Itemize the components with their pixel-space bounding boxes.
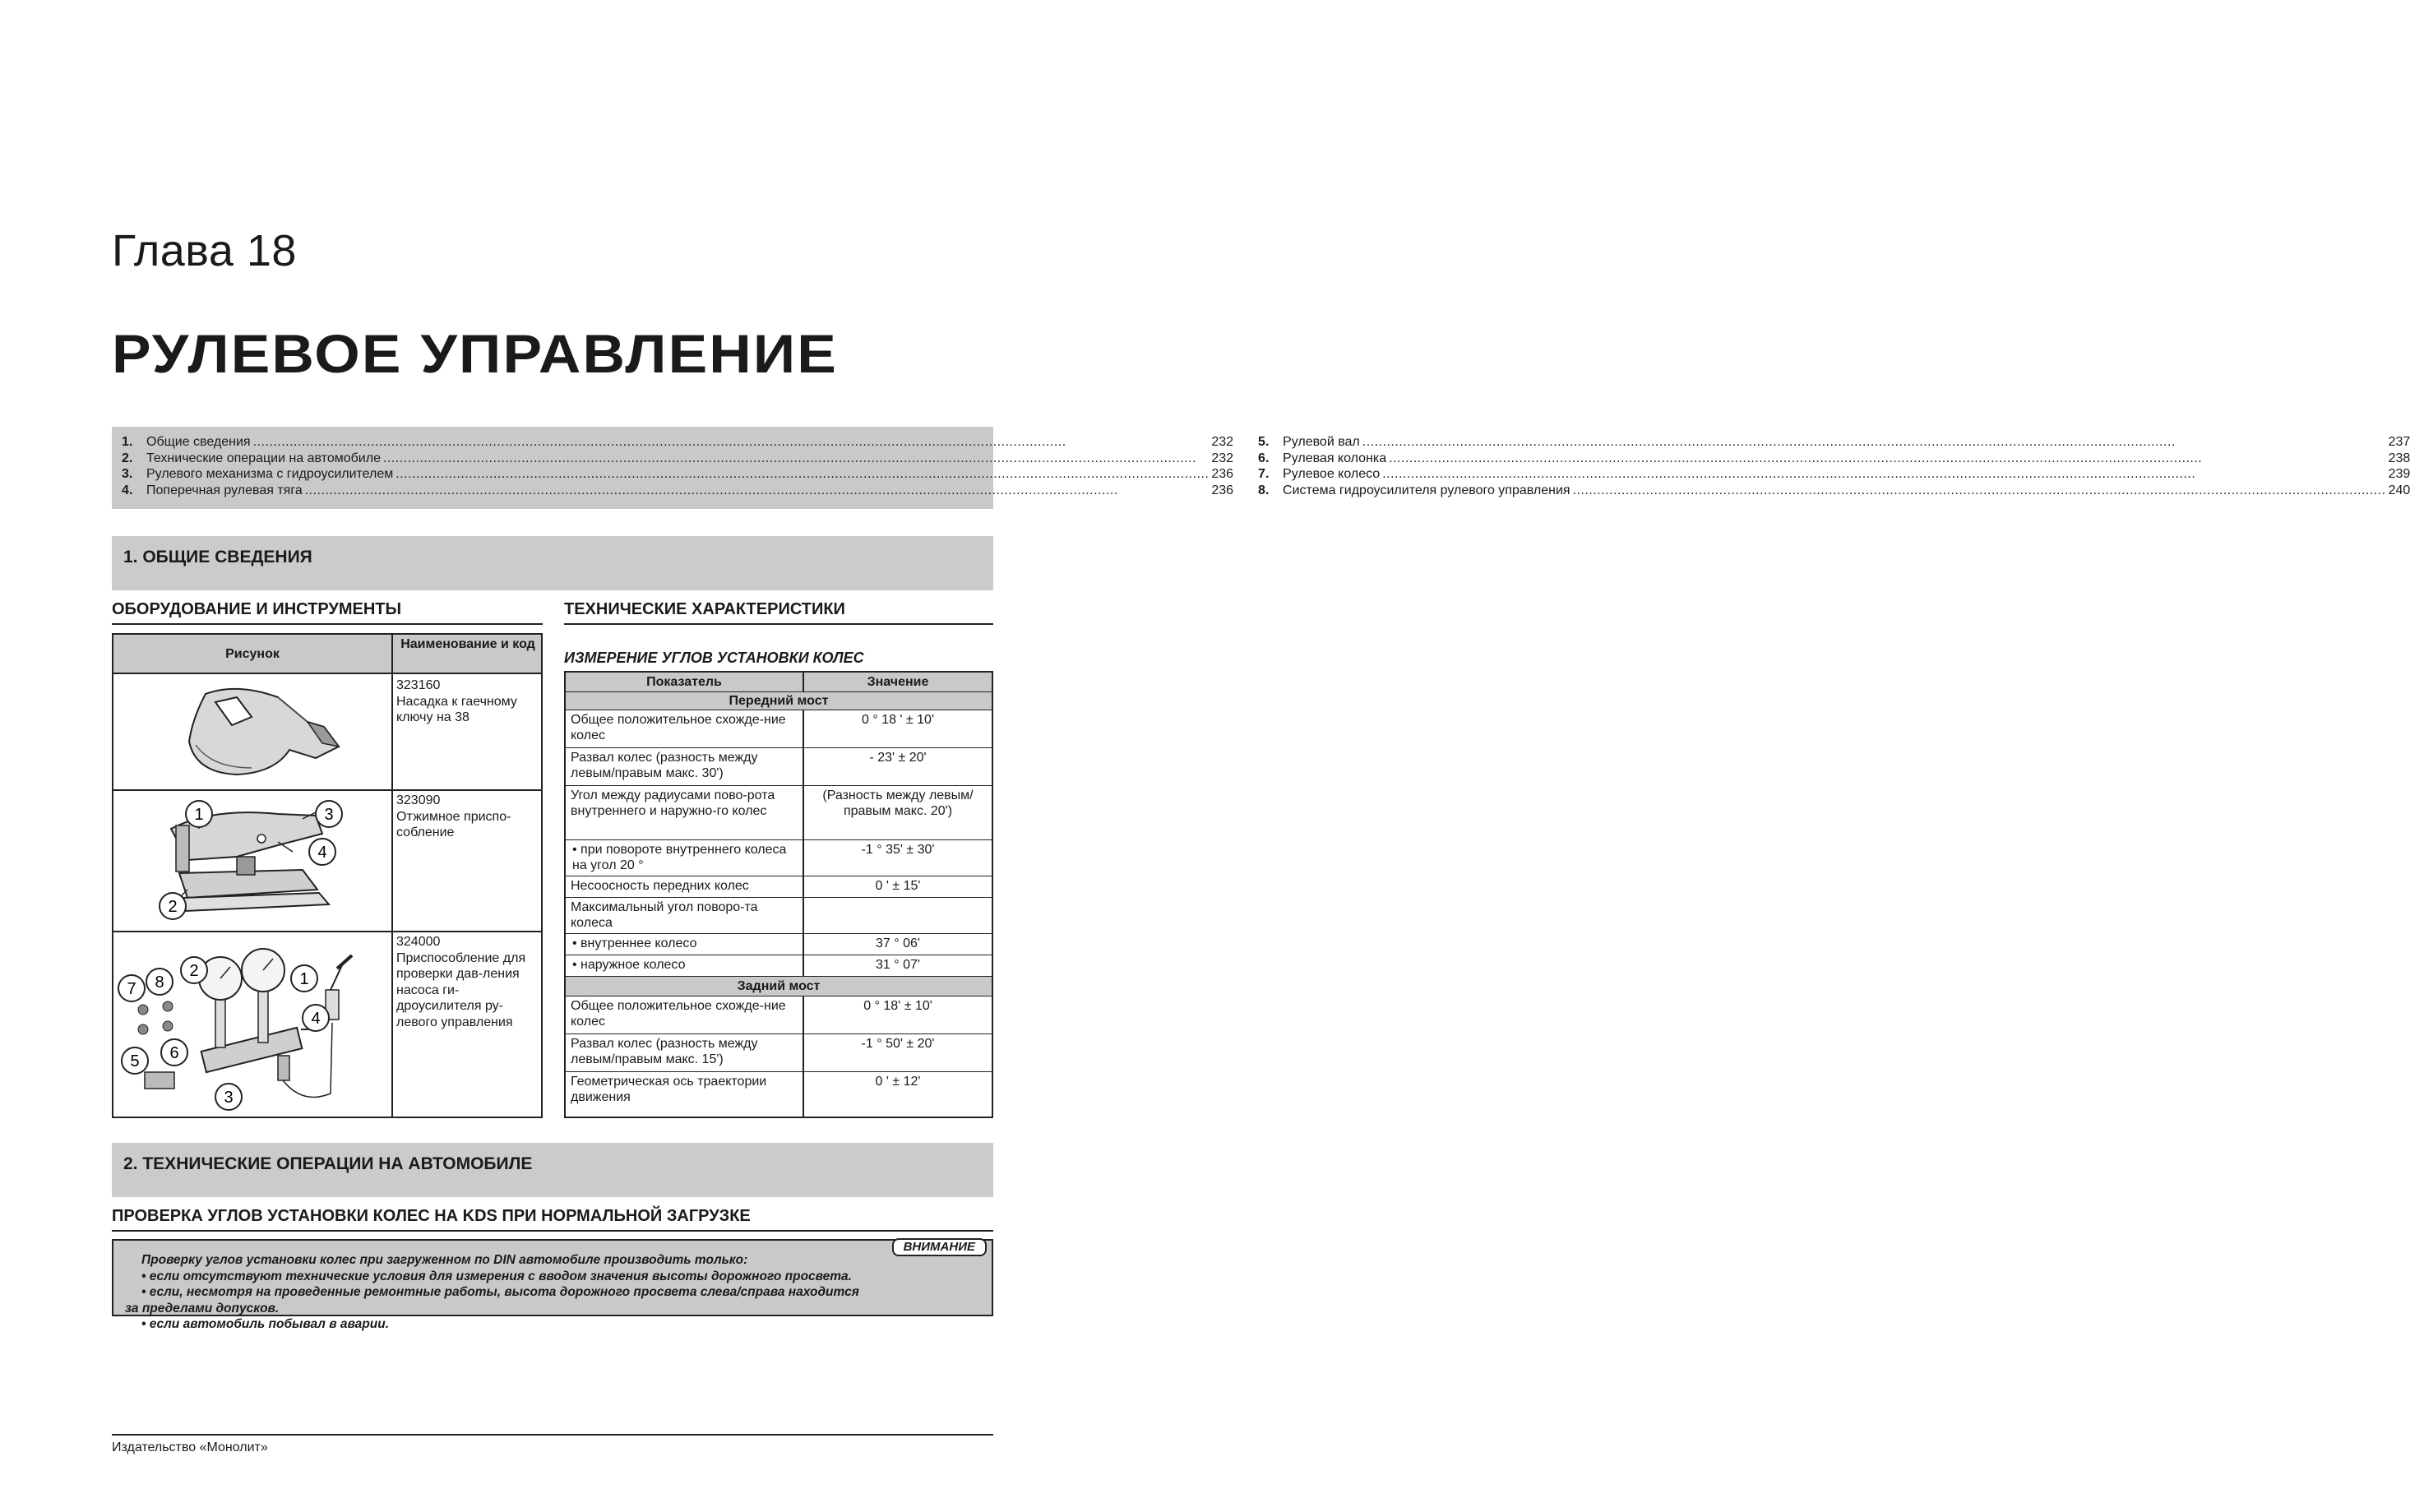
toc-label: Рулевое колесо [1283,467,1381,481]
callout-label: 4 [311,1010,321,1028]
section-2-header: 2. ТЕХНИЧЕСКИЕ ОПЕРАЦИИ НА АВТОМОБИЛЕ [112,1143,993,1197]
toc-leader [305,483,1210,499]
value-cell: 0 ' ± 15' [875,879,921,893]
callout-label: 3 [324,806,334,824]
col-name-header: Наименование и код [400,637,535,651]
toc-item[interactable] [122,466,1233,483]
toc-leader [1362,434,2386,451]
tool-323090-desc [396,793,541,841]
param-cell: Общее положительное схожде-ние колес [566,996,804,1033]
toc-label: Поперечная рулевая тяга [146,483,303,497]
param-cell: Максимальный угол поворо-та колеса [566,898,804,933]
toc-num: 8. [1258,483,1270,497]
tool-324000-desc [396,934,541,1030]
toc-page: 236 [1211,467,1234,481]
toc-item[interactable] [122,434,1233,451]
toc-item[interactable] [122,451,1233,467]
callout-label: 1 [194,806,204,824]
toc-leader [395,466,1209,483]
toc-num: 7. [1258,467,1270,481]
callout-1 [186,801,212,827]
toc-num: 4. [122,483,133,497]
section-1-header: 1. ОБЩИЕ СВЕДЕНИЯ [112,536,993,590]
callout-3 [215,1084,242,1110]
param-cell: Несоосность передних колес [566,876,804,897]
callout-label: 5 [130,1052,140,1070]
toc-label: Рулевого механизма с гидроусилителем [146,467,394,481]
callout-5 [122,1047,148,1074]
param-cell: • при повороте внутреннего колеса на угол 20 ° [566,840,804,876]
callout-4 [309,839,335,865]
toc-item[interactable] [1258,466,2410,483]
tool-name: Насадка к гаечному ключу на 38 [396,694,517,724]
param-cell: Угол между радиусами пово-рота внутреннего и наружно-го колес [566,786,804,839]
table-row [566,1072,992,1117]
table-row [566,1034,992,1072]
param-cell: Общее положительное схожде-ние колес [566,710,804,747]
puller-illustration [113,791,391,929]
toc-column-right [1258,434,2410,509]
toc-page: 238 [2388,451,2410,465]
param-cell: Развал колес (разность между левым/правым макс. 15') [566,1034,804,1071]
toc-page: 237 [2388,435,2410,449]
param-cell: • наружное колесо [566,955,804,976]
toc-num: 3. [122,467,133,481]
notice-line: • если автомобиль побывал в аварии. [141,1317,390,1331]
table-row [566,996,992,1034]
tool-323160-desc [396,677,541,726]
toc-page: 232 [1211,451,1234,465]
callout-label: 8 [155,973,164,992]
col-picture-header: Рисунок [225,647,280,661]
toc-num: 6. [1258,451,1270,465]
callout-2 [160,893,186,919]
callout-8 [146,969,173,995]
toc-leader [1573,483,2386,499]
table-row [566,710,992,748]
tool-code: 323160 [396,678,441,692]
param-cell: • внутреннее колесо [566,934,804,955]
value-cell: 0 ' ± 12' [875,1075,921,1089]
toc-label: Общие сведения [146,435,251,449]
toc-page: 239 [2388,467,2410,481]
value-cell: 0 ° 18' ± 10' [863,999,932,1013]
tool-code: 323090 [396,793,441,807]
callout-1 [291,965,317,992]
toc-item[interactable] [1258,483,2410,499]
tool-name: Приспособление для проверки дав-ления насоса ги-дроусилителя ру-левого управления [396,950,526,1029]
pressure-gauge-illustration [113,932,391,1117]
callout-2 [181,957,207,983]
toc-page: 236 [1211,483,1234,497]
notice-line: Проверку углов установки колес при загруженном по DIN автомобиле производить только: [141,1253,748,1267]
warning-badge: ВНИМАНИЕ [892,1238,987,1256]
table-header-row [566,673,992,692]
value-cell: (Разность между левым/ правым макс. 20') [822,788,974,818]
table-row [566,876,992,898]
col-param-header: Показатель [566,673,804,691]
toc-leader [1382,466,2385,483]
value-cell: -1 ° 35' ± 30' [861,843,935,857]
toc-label: Система гидроусилителя рулевого управления [1283,483,1570,497]
warning-notice [112,1239,993,1331]
toc-page: 240 [2388,483,2410,497]
callout-label: 1 [299,970,309,988]
crowfoot-wrench-illustration [113,676,391,788]
callout-6 [161,1039,187,1066]
chapter-number: Глава 18 [112,226,297,275]
value-cell: -1 ° 50' ± 20' [861,1037,935,1051]
callout-label: 2 [189,962,199,980]
table-of-contents [112,427,2410,509]
notice-line: за пределами допусков. [125,1301,280,1315]
table-row [566,934,992,955]
wheel-alignment-table [564,671,993,1118]
table-row [566,898,992,934]
value-cell: 31 ° 07' [876,958,920,972]
chapter-title: РУЛЕВОЕ УПРАВЛЕНИЕ [112,323,839,384]
equipment-table [112,633,543,1118]
param-cell: Геометрическая ось траектории движения [566,1072,804,1117]
notice-line: • если, несмотря на проведенные ремонтные работы, высота дорожного просвета слева/справа находится [141,1285,859,1299]
callout-3 [316,801,342,827]
toc-label: Рулевая колонка [1283,451,1387,465]
toc-item[interactable] [122,483,1233,499]
toc-num: 1. [122,435,133,449]
toc-leader [383,451,1209,467]
value-cell [804,898,992,933]
param-cell: Развал колес (разность между левым/правым макс. 30') [566,748,804,785]
callout-label: 6 [169,1044,179,1062]
toc-leader [1389,451,2385,467]
toc-num: 2. [122,451,133,465]
callout-7 [118,975,145,1001]
value-cell: 37 ° 06' [876,936,920,950]
table-row [566,786,992,840]
tool-name: Отжимное приспо-собление [396,809,511,839]
toc-num: 5. [1258,435,1270,449]
toc-label: Рулевой вал [1283,435,1360,449]
value-cell: - 23' ± 20' [869,751,927,765]
toc-item[interactable] [1258,434,2410,451]
col-value-header: Значение [867,675,929,689]
table-row [566,748,992,786]
toc-item[interactable] [1258,451,2410,467]
toc-leader [253,434,1210,451]
table-row [566,955,992,977]
toc-column-left [122,434,1233,509]
notice-line: • если отсутствуют технические условия для измерения с вводом значения высоты дорожного просвета. [141,1269,852,1283]
tool-code: 324000 [396,935,441,949]
callout-label: 3 [224,1089,234,1107]
value-cell: 0 ° 18 ' ± 10' [861,713,934,727]
toc-label: Технические операции на автомобиле [146,451,381,465]
alignment-check-heading: ПРОВЕРКА УГЛОВ УСТАНОВКИ КОЛЕС НА KDS ПРИ НОРМАЛЬНОЙ ЗАГРУЗКЕ [112,1207,993,1232]
toc-page: 232 [1211,435,1234,449]
footer-divider [112,1434,993,1436]
table-row [566,840,992,876]
group-rear-axle: Задний мост [566,977,992,996]
equipment-heading: ОБОРУДОВАНИЕ И ИНСТРУМЕНТЫ [112,600,543,625]
callout-label: 4 [317,844,327,862]
column-divider [391,635,393,1117]
specs-caption: ИЗМЕРЕНИЕ УГЛОВ УСТАНОВКИ КОЛЕС [564,650,864,666]
callout-label: 7 [127,980,136,998]
publisher-footer: Издательство «Монолит» [112,1440,268,1454]
group-front-axle: Передний мост [566,692,992,710]
callout-label: 2 [168,898,178,916]
specs-heading: ТЕХНИЧЕСКИЕ ХАРАКТЕРИСТИКИ [564,600,993,625]
callout-4 [303,1005,329,1031]
